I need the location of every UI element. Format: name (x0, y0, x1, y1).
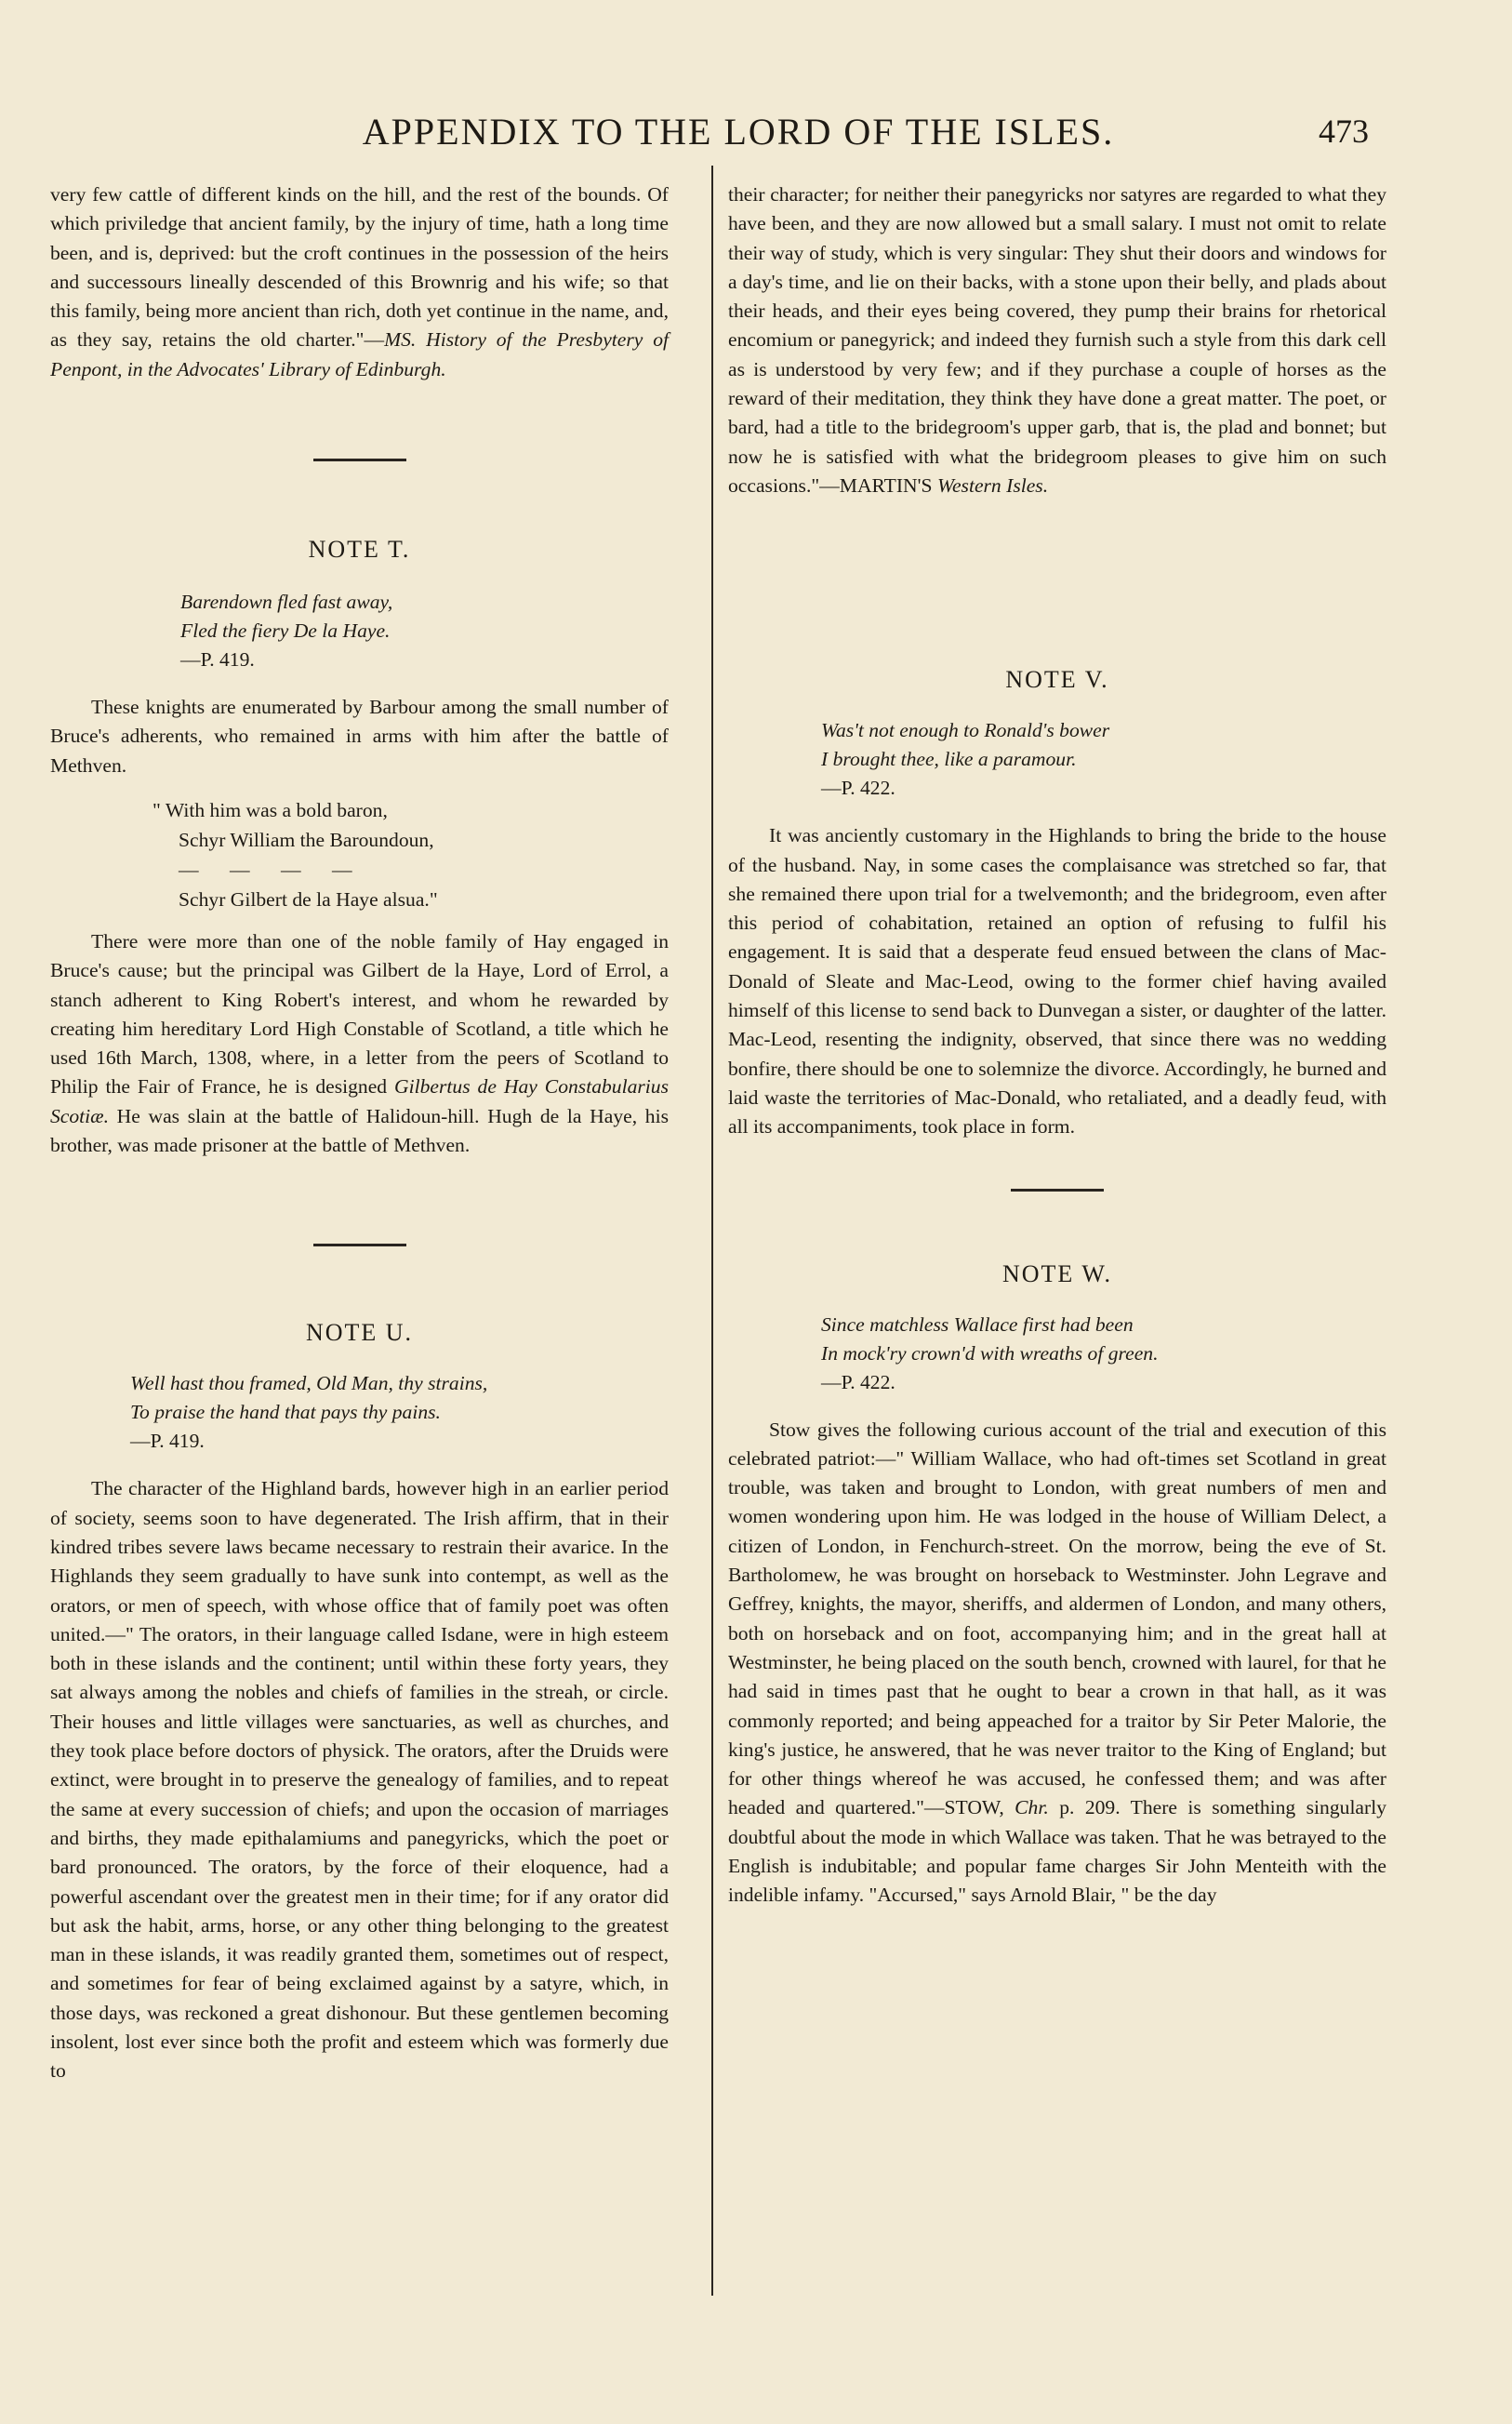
note-v-epigraph (821, 716, 1386, 803)
column-divider (711, 166, 713, 2296)
running-title: APPENDIX TO THE LORD OF THE ISLES. (362, 111, 1115, 153)
continuation-paragraph: their character; for neither their panegyricks nor satyres are regarded to what they have been, and they are now allowed but a small salary. I must not omit to relate their way of study, which is very singular: They shut their doors and windows for a day's time, and lie on their backs, with a stone upon their belly, and plads about their heads, and their eyes being covered, they pump their brains for rhetorical encomium or panegyrick; and indeed they furnish such a style from this dark cell as is understood by very few; and if they purchase a couple of horses as the reward of their meditation, they think they have done a great matter. The poet, or bard, had a title to the bridegroom's upper garb, that is, the plad and bonnet; but now he is satisfied with what the bridegroom pleases to give him on such occasions."—MARTIN'S Western Isles. (728, 183, 1386, 497)
note-u-epigraph (130, 1369, 669, 1456)
note-t-heading: NOTE T. (308, 536, 411, 564)
citation-author: STOW, (944, 1796, 1004, 1819)
epigraph-line: I brought thee, like a paramour. —P. 422. (821, 745, 1386, 803)
note-v-heading: NOTE V. (1005, 666, 1109, 694)
page-reference: —P. 419. (180, 648, 255, 672)
note-t-epigraph (180, 588, 669, 674)
epigraph-line: Well hast thou framed, Old Man, thy strains, (130, 1372, 488, 1395)
verse-ellipsis: — — — — (179, 858, 365, 881)
latin-title: Gilbertus de Hay Constabularius Scotiæ. (50, 1075, 669, 1127)
epigraph-line: To praise the hand that pays thy pains. —P. 419. (130, 1398, 669, 1456)
note-t-paragraph: These knights are enumerated by Barbour among the small number of Bruce's adherents, who remained in arms with him after the battle of Methven. (50, 696, 669, 777)
citation-work: Western Isles. (936, 473, 1049, 497)
verse-line: Schyr Gilbert de la Haye alsua." (179, 887, 438, 911)
page-reference: —P. 419. (130, 1430, 205, 1453)
verse-quotation (153, 795, 669, 914)
left-column (50, 180, 669, 2086)
right-column (728, 180, 1386, 1911)
epigraph-line: In mock'ry crown'd with wreaths of green. —P. 422. (821, 1339, 1386, 1397)
page-reference: —P. 422. (821, 777, 895, 800)
epigraph-line: Barendown fled fast away, (180, 591, 393, 614)
continuation-paragraph: very few cattle of different kinds on the hill, and the rest of the bounds. Of which priviledge that ancient family, by the injury of time, hath a long time been, and is, deprived: but the croft continues in the possession of the heirs and successours lineally descended of this Brownrig and his wife; so that this family, being more ancient than rich, doth yet continue in the name, and, as they say, retains the old charter."—MS. History of the Presbytery of Penpont, in the Advocates' Library of Edinburgh. (50, 183, 669, 380)
note-t-paragraph: There were more than one of the noble family of Hay engaged in Bruce's cause; but the principal was Gilbert de la Haye, Lord of Errol, a stanch adherent to King Robert's interest, and whom he rewarded by creating him hereditary Lord High Constable of Scotland, a title which he used 16th March, 1308, where, in a letter from the peers of Scotland to Philip the Fair of France, he is designed Gilbertus de Hay Constabularius Scotiæ. He was slain at the battle of Halidoun-hill. Hugh de la Haye, his brother, was made prisoner at the battle of Methven. (50, 929, 669, 1157)
epigraph-line: Fled the fiery De la Haye. —P. 419. (180, 617, 669, 674)
note-u-paragraph: The character of the Highland bards, however high in an earlier period of society, seems soon to have degenerated. The Irish affirm, that in their kindred tribes severe laws became necessary to restrain their avarice. In the Highlands they seem gradually to have sunk into contempt, as well as the orators, or men of speech, with whose office that of family poet was often united.—" The orators, in their language called Isdane, were in high esteem both in these islands and the continent; until within these forty years, they sat always among the nobles and chiefs of families in the streah, or circle. Their houses and little villages were sanctuaries, as well as churches, and they took place before doctors of physick. The orators, after the Druids were extinct, were brought in to preserve the genealogy of families, and to repeat the same at every succession of chiefs; and upon the occasion of marriages and births, they made epithalamiums and panegyricks, which the poet or bard pronounced. The orators, by the force of their eloquence, had a powerful ascendant over the greatest men in their time; for if any orator did but ask the habit, arms, horse, or any other thing belonging to the greatest man in these islands, it was readily granted them, sometimes out of respect, and sometimes for fear of being exclaimed against by a satyre, which, in those days, was reckoned a great dishonour. But these gentlemen becoming insolent, lost ever since both the profit and esteem which was formerly due to (50, 1477, 669, 2083)
source-citation: MS. History of the Presbytery of Penpont, in the Advocates' Library of Edinburgh. (50, 328, 669, 380)
verse-line: " With him was a bold baron, (153, 798, 388, 821)
note-w-paragraph: Stow gives the following curious account of the trial and execution of this celebrated patriot:—" William Wallace, who had oft-times set Scotland in great trouble, was taken and brought to London, with great numbers of men and women wondering upon him. He was lodged in the house of William Delect, a citizen of London, in Fenchurch-street. On the morrow, being the eve of St. Bartholomew, he was brought on horseback to Westminster. John Legrave and Geffrey, knights, the mayor, sheriffs, and aldermen of London, and many others, both on horseback and on foot, accompanying him; and in the great hall at Westminster, he being placed on the south bench, crowned with laurel, for that he had said in times past that he ought to bear a crown in that hall, as it was commonly reported; and being appeached for a traitor by Sir Peter Malorie, the king's justice, he answered, that he was never traitor to the King of England; but for other things whereof he was accused, he confessed them; and was after headed and quartered."—STOW, Chr. p. 209. There is something singularly doubtful about the mode in which Wallace was taken. That he was betrayed to the English is indubitable; and popular fame charges Sir John Menteith with the indelible infamy. "Accursed," says Arnold Blair, " be the day (728, 1418, 1387, 1907)
citation-author: MARTIN'S (839, 473, 933, 497)
page-header (0, 110, 1512, 166)
note-v-paragraph: It was anciently customary in the Highlands to bring the bride to the house of the husband. Nay, in some cases the complaisance was stretched so far, that she remained there upon trial for a twelvemonth; and the bridegroom, even after this period of cohabitation, retained an option of refusing to fulfil his engagement. It is said that a desperate feud ensued between the clans of Mac-Donald of Sleate and Mac-Leod, owing to the former chief having availed himself of this license to send back to Dunvegan a sister, or daughter of the latter. Mac-Leod, resenting the indignity, observed, that since there was no wedding bonfire, there should be one to solemnize the divorce. Accordingly, he burned and laid waste the territories of Mac-Donald, who retaliated, and a deadly feud, with all its accompaniments, took place in form. (728, 824, 1386, 1139)
note-w-heading: NOTE W. (1002, 1259, 1112, 1287)
page-reference: —P. 422. (821, 1370, 895, 1393)
epigraph-line: Was't not enough to Ronald's bower (821, 719, 1110, 742)
epigraph-line: Since matchless Wallace first had been (821, 1312, 1134, 1336)
page-number: 473 (1319, 113, 1369, 150)
note-w-epigraph (821, 1311, 1386, 1397)
verse-line: Schyr William the Baroundoun, (179, 828, 434, 851)
citation-work: Chr. (1015, 1796, 1049, 1819)
note-u-heading: NOTE U. (305, 1319, 414, 1347)
